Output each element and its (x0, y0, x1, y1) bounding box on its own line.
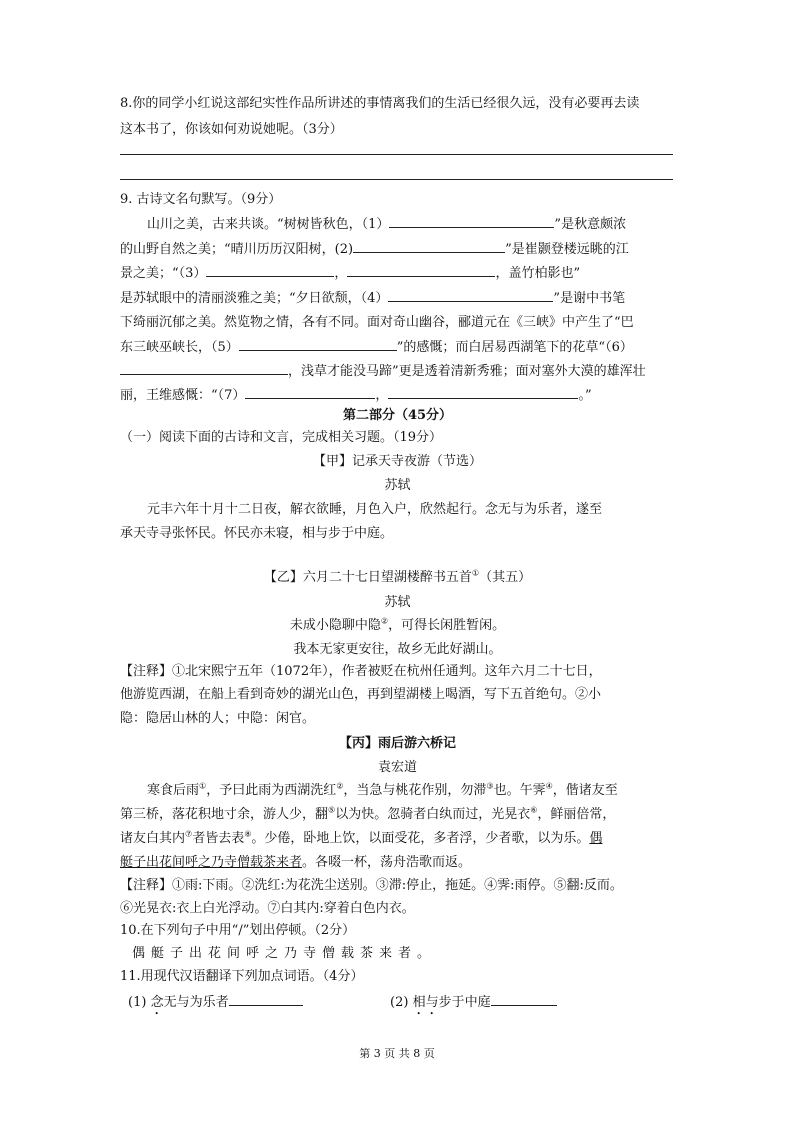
yi-author: 苏轼 (384, 595, 411, 610)
blank-2[interactable] (353, 240, 505, 253)
q10-title: 10.在下列句子中用“/”划出停顿。（2分） (120, 923, 356, 938)
q11-blank-2[interactable] (491, 993, 557, 1006)
answer-line-1[interactable] (120, 154, 673, 155)
bing-author: 袁宏道 (377, 760, 417, 775)
bing-para-line-2: 第三桥，落花积地寸余，游人少，翻⑤以为快。忽骑者白纨而过，光晃衣⑥，鲜丽倍常， (120, 805, 616, 822)
bing-para-line-3: 诸友白其内⑦者皆去表⑧。少倦，卧地上饮，以面受花，多者浮，少者歌，以为乐。偶 (120, 829, 603, 846)
part2-heading: 第二部分（45分） (342, 408, 453, 423)
q9-line-6: 东三峡巫峡长，（5） ”的感慨；而白居易西湖笔下的花草“（6） (120, 340, 633, 355)
q9-line-3: 景之美；“（3） ， ，盖竹柏影也” (120, 266, 581, 281)
blank-3b[interactable] (347, 264, 495, 277)
jia-title: 【甲】记承天寺夜游（节选） (312, 454, 482, 469)
bing-title: 【丙】雨后游六桥记 (338, 736, 456, 751)
q10-sentence[interactable]: 偶艇子出花间呼之乃寺僧载茶来者。 (132, 946, 437, 961)
blank-5[interactable] (239, 338, 397, 351)
bing-note-line-1: 【注释】①雨:下雨。②洗红:为花洗尘送别。③滞:停止，拖延。④霁:雨停。⑤翻:反而。 (120, 878, 623, 893)
q8-line-2: 这本书了，你该如何劝说她呢。（3分） (120, 122, 343, 137)
q9-line-5: 下绮丽沉郁之美。然览物之情，各有不同。面对奇山幽谷，郦道元在《三峡》中产生了“巴 (120, 315, 634, 330)
yi-verse-2: 我本无家更安往，故乡无此好湖山。 (293, 642, 502, 657)
q9-line-4: 是苏轼眼中的清丽淡雅之美；“夕日欲颓，（4） ”是谢中书笔 (120, 291, 626, 306)
blank-7b[interactable] (388, 386, 578, 399)
jia-para-line-1: 元丰六年十月十二日夜，解衣欲睡，月色入户，欣然起行。念无与为乐者，遂至 (147, 502, 603, 517)
page-footer: 第 3 页 共 8 页 (359, 1047, 435, 1060)
jia-para-line-2: 承天寺寻张怀民。怀民亦未寝，相与步于中庭。 (120, 526, 394, 541)
blank-4[interactable] (388, 289, 553, 302)
q11-title: 11.用现代汉语翻译下列加点词语。（4分） (120, 969, 364, 984)
yi-note-line-1: 【注释】①北宋熙宁五年（1072年），作者被贬在杭州任通判。这年六月二十七日， (120, 664, 602, 679)
blank-7a[interactable] (245, 386, 375, 399)
q9-line-7: ，浅草才能没马蹄”更是透着清新秀雅；面对塞外大漠的雄浑壮 (120, 362, 675, 382)
q8-line-1: 8.你的同学小红说这部纪实性作品所讲述的事情离我们的生活已经很久远，没有必要再去读 (120, 96, 640, 111)
blank-3a[interactable] (206, 264, 334, 277)
answer-line-2[interactable] (120, 179, 673, 180)
q9-line-8: 丽，王维感慨：“（7） ， 。” (120, 388, 592, 403)
bing-para-line-1: 寒食后雨①，予曰此雨为西湖洗红②，当急与桃花作别，勿滞③也。午霁④，偕诸友至 (147, 781, 618, 798)
bing-para-line-4: 艇子出花间呼之乃寺僧载茶来者。各啜一杯，荡舟浩歌而返。 (120, 855, 472, 870)
bing-note-line-2: ⑥光晃衣:衣上白光浮动。⑦白其内:穿着白色内衣。 (120, 901, 415, 916)
blank-6[interactable] (120, 362, 288, 375)
yi-note-line-3: 隐：隐居山林的人；中隐：闲官。 (120, 711, 316, 726)
jia-author: 苏轼 (384, 478, 411, 493)
part2-intro: （一）阅读下面的古诗和文言，完成相关习题。（19分） (120, 430, 443, 445)
q9-title: 9. 古诗文名句默写。（9分） (120, 192, 282, 207)
q11-item-1: (1) 念无与为乐者 (128, 993, 348, 1018)
underlined-sentence: 艇子出花间呼之乃寺僧载茶来者 (120, 855, 303, 870)
yi-note-line-2: 他游览西湖，在船上看到奇妙的湖光山色，再到望湖楼上喝酒，写下五首绝句。②小 (120, 687, 602, 702)
q9-line-2: 的山野自然之美；“晴川历历汉阳树，(2) ”是崔颢登楼远眺的江 (120, 242, 629, 257)
q11-item-2: (2) 相与步于中庭 (390, 993, 630, 1018)
q9-line-1: 山川之美，古来共谈。“树树皆秋色，（1） ”是秋意颇浓 (147, 217, 627, 232)
yi-verse-1: 未成小隐聊中隐②，可得长闲胜暂闲。 (289, 616, 506, 633)
q11-blank-1[interactable] (229, 993, 303, 1006)
blank-1[interactable] (389, 215, 554, 228)
yi-title: 【乙】六月二十七日望湖楼醉书五首①（其五） (263, 568, 532, 585)
